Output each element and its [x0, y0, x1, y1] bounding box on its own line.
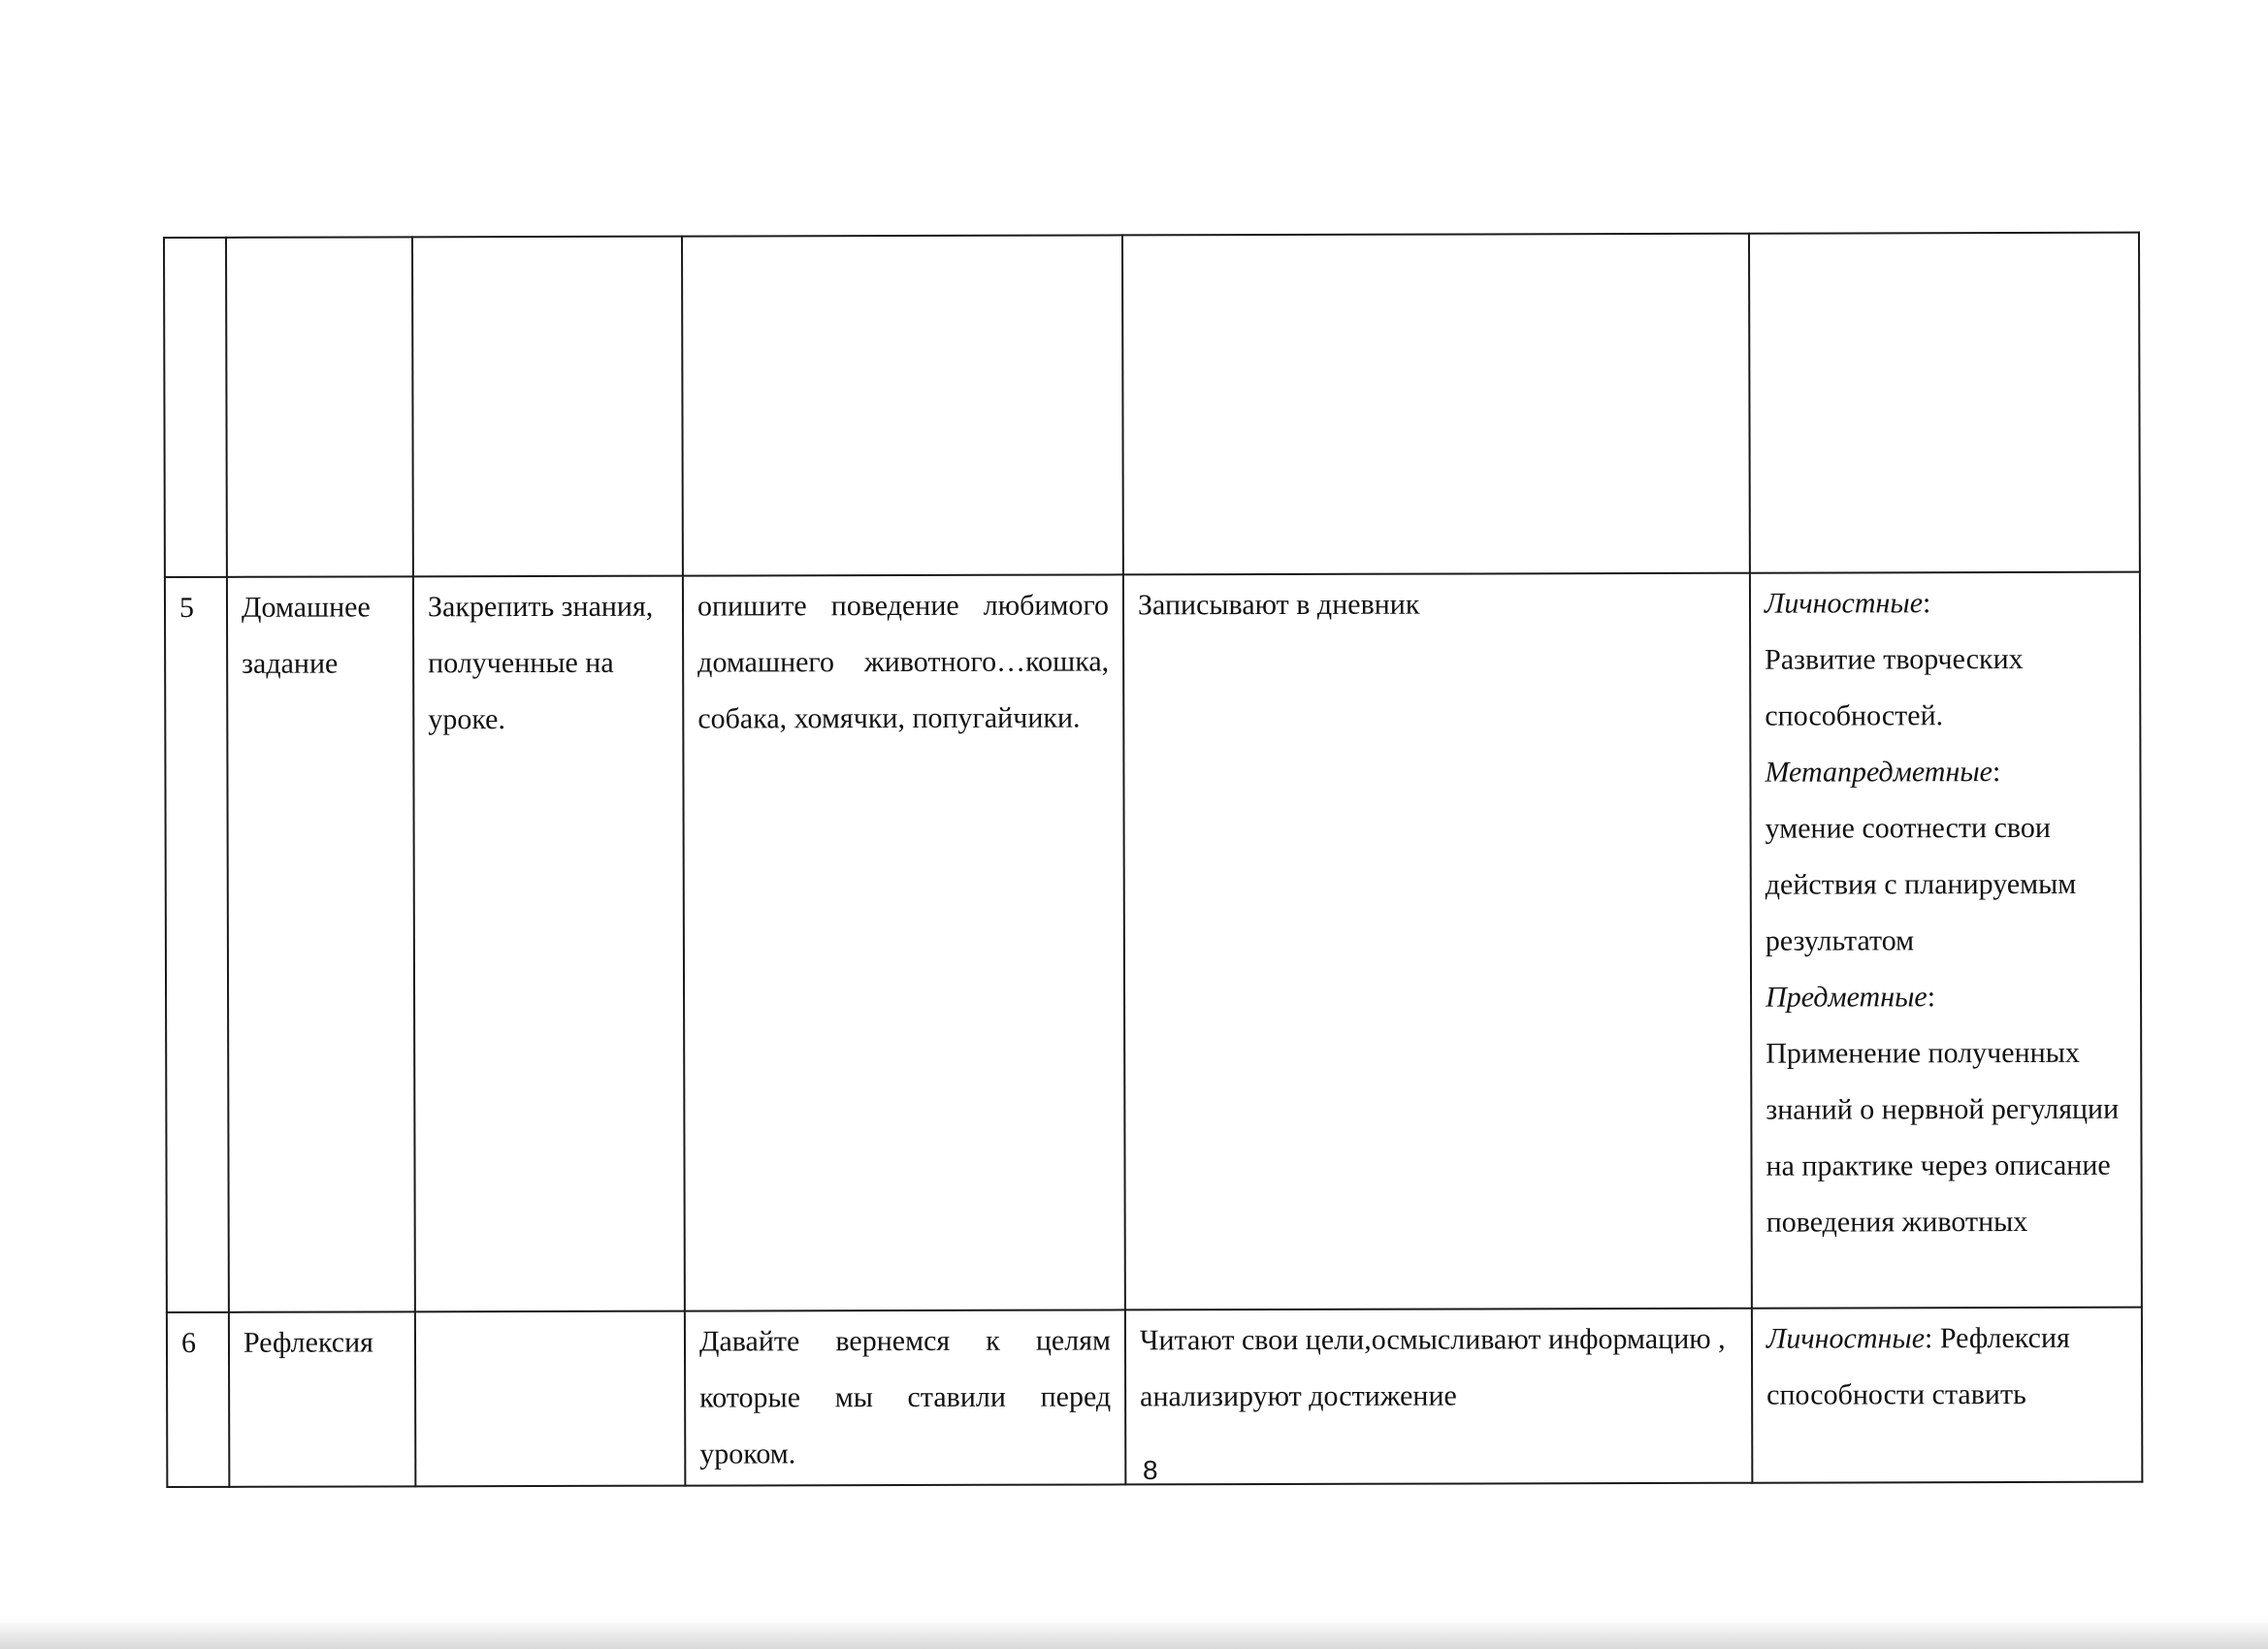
stage-cell: Рефлексия	[229, 1311, 415, 1487]
goal-cell	[415, 1311, 685, 1487]
stage-cell: Домашнее задание	[227, 576, 415, 1312]
result-text: Рефлексия способности ставить	[1766, 1321, 2070, 1411]
result-block: Метапредметные:	[1765, 756, 2001, 789]
table-cell	[164, 238, 227, 577]
scan-bottom-shadow	[0, 1618, 2268, 1649]
lesson-plan-table	[163, 232, 2143, 1488]
table-cell	[226, 237, 413, 577]
result-block: Личностные:	[1764, 587, 1931, 620]
page-number: 8	[1143, 1455, 1158, 1485]
result-block: Предметные:	[1766, 981, 1936, 1014]
goal-cell: Закрепить знания, полученные на уроке.	[413, 576, 685, 1312]
table-row-homework	[165, 572, 2142, 1312]
result-label: Личностные	[1764, 587, 1924, 620]
result-text: умение соотнести свои действия с планируемым результатом	[1765, 811, 2077, 957]
results-cell	[1750, 572, 2142, 1309]
results-cell: Личностные: Рефлексия способности ставить	[1752, 1308, 2142, 1483]
result-text: Применение полученных знаний о нервной регуляции на практике через описание поведения животных	[1766, 1036, 2120, 1239]
teacher-activity-cell: Давайте вернемся к целям которые мы ставили перед уроком.	[685, 1310, 1125, 1485]
result-label: Предметные	[1766, 981, 1928, 1014]
row-number: 6	[167, 1312, 229, 1487]
student-activity-cell: Записывают в дневник	[1123, 573, 1752, 1310]
table-cell	[1122, 234, 1750, 575]
result-label: Личностные	[1766, 1322, 1926, 1355]
table-row-continued	[164, 233, 2140, 577]
teacher-activity-cell: опишите поведение любимого домашнего животного…кошка, собака, хомячки, попугайчики.	[683, 574, 1125, 1310]
table-cell	[1749, 233, 2140, 573]
student-activity-cell: Читают свои цели,осмысливают информацию , анализируют достижение	[1125, 1309, 1752, 1485]
result-label: Метапредметные	[1765, 756, 1993, 789]
row-number: 5	[165, 577, 229, 1312]
result-text: Развитие творческих способностей.	[1765, 642, 2024, 732]
table-cell	[412, 237, 683, 577]
table-cell	[682, 235, 1123, 575]
